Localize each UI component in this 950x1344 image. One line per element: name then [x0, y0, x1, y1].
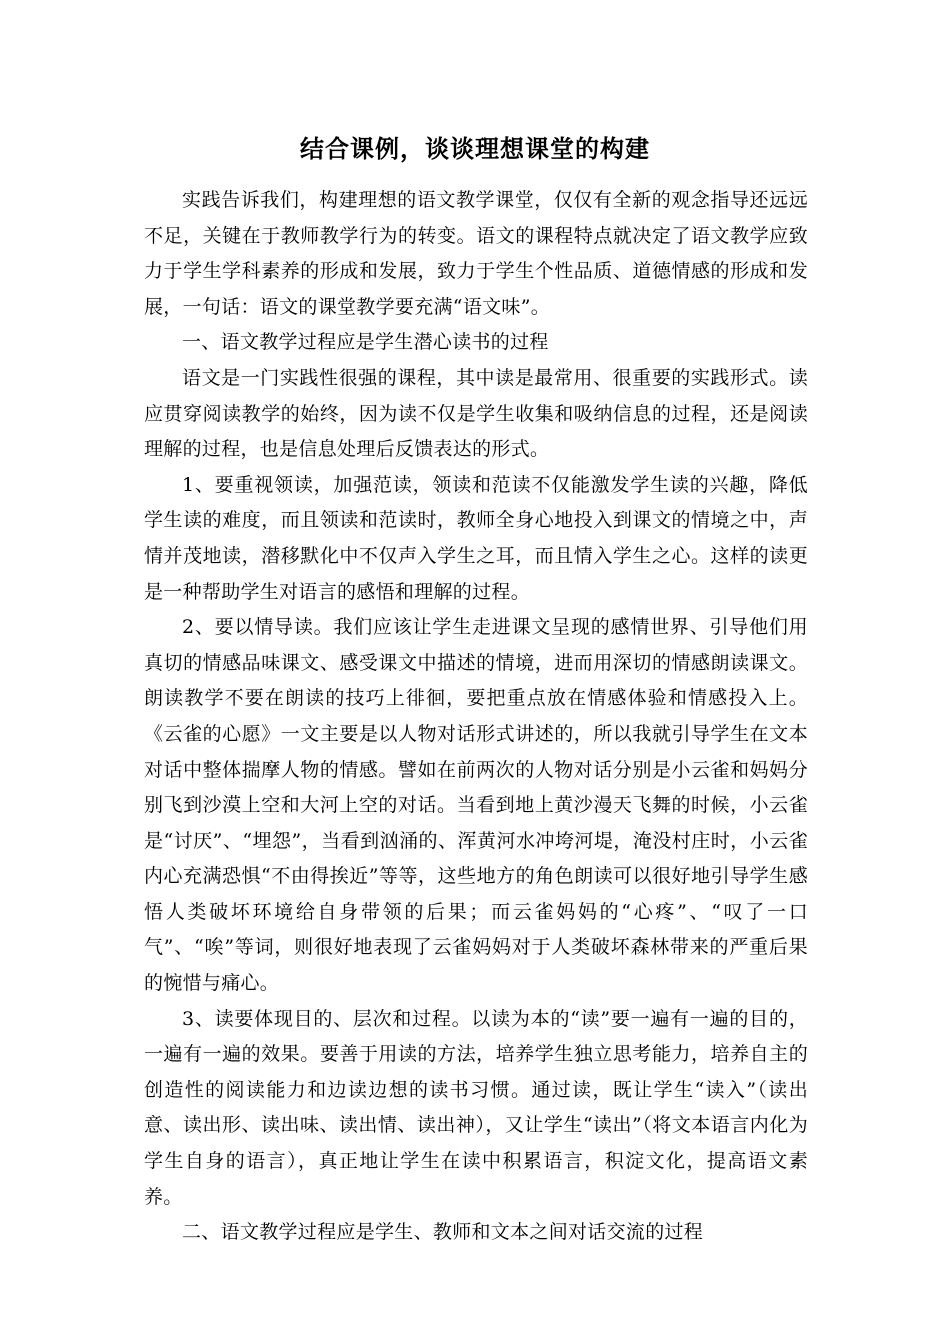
document-body: [144, 183, 808, 1251]
paragraph-reading-practice: 语文是一门实践性很强的课程，其中读是最常用、很重要的实践形式。读应贯穿阅读教学的始终，因为读不仅是学生收集和吸纳信息的过程，还是阅读理解的过程，也是信息处理后反馈表达的形式。: [144, 366, 808, 461]
paragraph-point-2: 2、要以情导读。我们应该让学生走进课文呈现的感情世界、引导他们用真切的情感品味课文、感受课文中描述的情境，进而用深切的情感朗读课文。朗读教学不要在朗读的技巧上徘徊，要把重点放在情感体验和情感投入上。《云雀的心愿》一文主要是以人物对话形式讲述的，所以我就引导学生在文本对话中整体揣摩人物的情感。譬如在前两次的人物对话分别是小云雀和妈妈分别飞到沙漠上空和大河上空的对话。当看到地上黄沙漫天飞舞的时候，小云雀是“讨厌”、“埋怨”，当看到汹涌的、浑黄河水冲垮河堤，淹没村庄时，小云雀内心充满恐惧“不由得挨近”等等，这些地方的角色朗读可以很好地引导学生感悟人类破坏环境给自身带领的后果；而云雀妈妈的“心疼”、“叹了一口气”、“唉”等词，则很好地表现了云雀妈妈对于人类破坏森林带来的严重后果的惋惜与痛心。: [144, 616, 808, 995]
paragraph-point-1: 1、要重视领读，加强范读，领读和范读不仅能激发学生读的兴趣，降低学生读的难度，而且领读和范读时，教师全身心地投入到课文的情境之中，声情并茂地读，潜移默化中不仅声入学生之耳，而且情入学生之心。这样的读更是一种帮助学生对语言的感悟和理解的过程。: [144, 473, 808, 603]
paragraph-intro: 实践告诉我们，构建理想的语文教学课堂，仅仅有全新的观念指导还远远不足，关键在于教师教学行为的转变。语文的课程特点就决定了语文教学应致力于学生学科素养的形成和发展，致力于学生个性品质、道德情感的形成和发展，一句话：语文的课堂教学要充满“语文味”。: [144, 189, 808, 318]
section-heading-2: 二、语文教学过程应是学生、教师和文本之间对话交流的过程: [182, 1221, 704, 1244]
paragraph-point-3: 3、读要体现目的、层次和过程。以读为本的“读”要一遍有一遍的目的，一遍有一遍的效果。要善于用读的方法，培养学生独立思考能力，培养自主的创造性的阅读能力和边读边想的读书习惯。通过读，既让学生“读入”（读出意、读出形、读出味、读出情、读出神），又让学生“读出”（将文本语言内化为学生自身的语言），真正地让学生在读中积累语言，积淀文化，提高语文素养。: [144, 1007, 808, 1208]
document-title: 结合课例，谈谈理想课堂的构建: [300, 135, 650, 163]
section-heading-1: 一、语文教学过程应是学生潜心读书的过程: [182, 331, 549, 354]
